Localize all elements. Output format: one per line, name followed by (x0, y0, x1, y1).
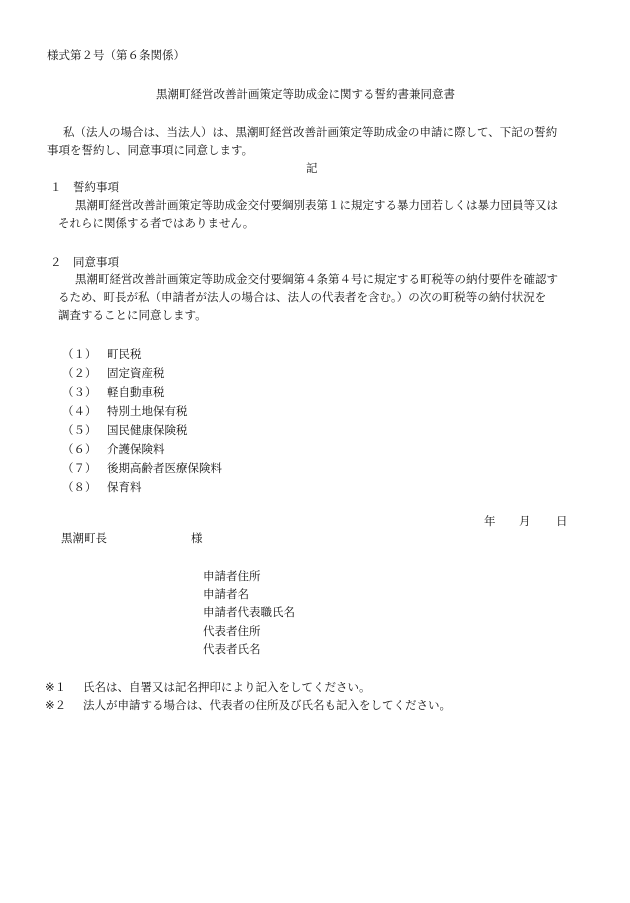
list-item (0, 460, 630, 478)
note-2-mark: ※２ (45, 698, 67, 712)
applicant-name-label: 申請者名 (203, 587, 249, 601)
ki-heading: 記 (306, 161, 318, 175)
section1-heading: １ 誓約事項 (50, 180, 119, 194)
intro-line-1: 私（法人の場合は、当法人）は、黒潮町経営改善計画策定等助成金の申請に際して、下記の誓約 (63, 125, 558, 139)
section1-line-1: 黒潮町経営改善計画策定等助成金交付要綱別表第１に規定する暴力団若しくは暴力団員等又は (75, 198, 558, 212)
rep-name-label: 代表者氏名 (203, 642, 261, 656)
item-number: （３） (62, 385, 97, 399)
section2-line-3: 調査することに同意します。 (58, 308, 207, 322)
item-name: 固定資産税 (107, 366, 165, 380)
addressee-name: 黒潮町長 (61, 531, 107, 545)
rep-address-label: 代表者住所 (203, 624, 261, 638)
item-name: 介護保険料 (107, 442, 165, 456)
item-number: （４） (62, 404, 97, 418)
list-item (0, 403, 630, 421)
applicant-rep-title-label: 申請者代表職氏名 (203, 605, 295, 619)
section1-line-2: それらに関係する者ではありません。 (58, 216, 255, 230)
section2-line-1: 黒潮町経営改善計画策定等助成金交付要綱第４条第４号に規定する町税等の納付要件を確認す (75, 272, 558, 286)
item-name: 軽自動車税 (107, 385, 165, 399)
item-name: 保育料 (107, 480, 142, 494)
date-year: 年 (484, 514, 496, 528)
form-label: 様式第２号（第６条関係） (47, 48, 185, 62)
date-month: 月 (519, 514, 531, 528)
item-number: （５） (62, 423, 97, 437)
item-name: 国民健康保険税 (107, 423, 188, 437)
list-item (0, 365, 630, 383)
list-item (0, 422, 630, 440)
tax-item-list (0, 346, 630, 496)
document-title: 黒潮町経営改善計画策定等助成金に関する誓約書兼同意書 (156, 87, 455, 101)
item-number: （１） (62, 347, 97, 361)
item-number: （２） (62, 366, 97, 380)
list-item (0, 384, 630, 402)
list-item (0, 479, 630, 497)
note-1-text: 氏名は、自署又は記名押印により記入をしてください。 (83, 680, 371, 694)
list-item (0, 346, 630, 364)
list-item (0, 441, 630, 459)
item-name: 町民税 (107, 347, 142, 361)
note-1-mark: ※１ (45, 680, 67, 694)
item-name: 後期高齢者医療保険料 (107, 461, 222, 475)
item-number: （６） (62, 442, 97, 456)
applicant-address-label: 申請者住所 (203, 569, 261, 583)
note-2-text: 法人が申請する場合は、代表者の住所及び氏名も記入をしてください。 (83, 698, 451, 712)
section2-heading: ２ 同意事項 (50, 255, 119, 269)
intro-line-2: 事項を誓約し、同意事項に同意します。 (47, 143, 254, 157)
item-name: 特別土地保有税 (107, 404, 188, 418)
section2-line-2: るため、町長が私（申請者が法人の場合は、法人の代表者を含む。）の次の町税等の納付状況を (58, 290, 547, 304)
item-number: （８） (62, 480, 97, 494)
date-day: 日 (556, 514, 568, 528)
addressee-honorific: 様 (191, 531, 203, 545)
item-number: （７） (62, 461, 97, 475)
